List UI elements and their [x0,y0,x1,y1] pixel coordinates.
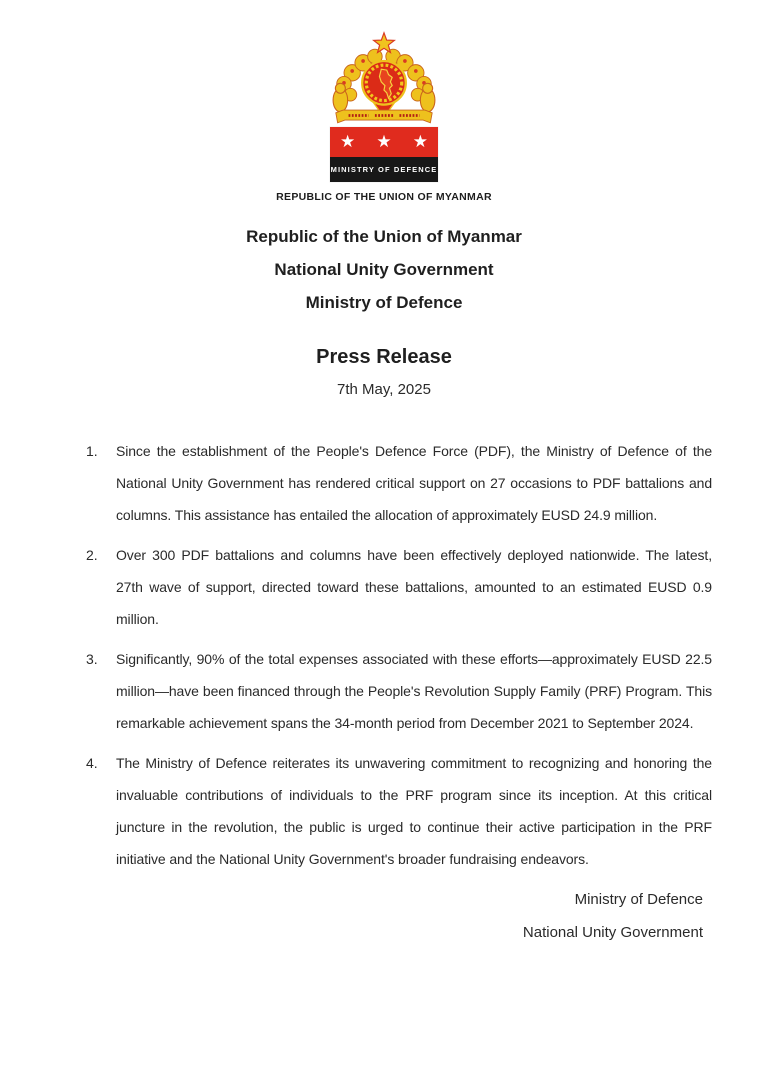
press-paragraph-4 [86,747,712,875]
flag-star-icon: ★ [340,131,356,151]
flag-label: MINISTRY OF DEFENCE [330,157,438,182]
paragraph-number: 2. [86,547,98,563]
emblem-block [0,0,768,203]
myanmar-state-seal-icon [315,31,453,131]
ministry-of-defence-flag [330,127,438,182]
paragraph-text: The Ministry of Defence reiterates its unwavering commitment to recognizing and honoring the invaluable contributions of individuals to the PRF program since its inception. At this critical juncture in the revolution, the public is urged to continue their active participation in the PRF initiative and the National Unity Government's broader fundraising endeavors. [116,755,712,867]
header-ministry: Ministry of Defence [305,293,463,312]
header-country: Republic of the Union of Myanmar [246,227,522,246]
signature-ministry: Ministry of Defence [574,891,703,908]
paragraph-number: 4. [86,755,98,771]
header-government: National Unity Government [274,260,494,279]
signature-block [0,883,703,949]
flag-red-band [330,127,438,157]
signature-government: National Unity Government [522,924,703,941]
document-date: 7th May, 2025 [337,381,431,398]
page-title: Press Release [316,346,452,368]
paragraph-text: Significantly, 90% of the total expenses associated with these efforts—approximately EUSD 22.5 million—have been financed through the People's Revolution Supply Family (PRF) Program. This remarkable achievement spans the 34-month period from December 2021 to September 2024. [116,651,712,731]
paragraph-number: 3. [86,651,98,667]
emblem-caption: REPUBLIC OF THE UNION OF MYANMAR [276,191,492,203]
paragraph-text: Since the establishment of the People's Defence Force (PDF), the Ministry of Defence of the National Unity Government has rendered critical support on 27 occasions to PDF battalions and columns. This assistance has entailed the allocation of approximately EUSD 24.9 million. [116,443,712,523]
paragraph-number: 1. [86,443,98,459]
press-release-body [86,435,712,875]
press-paragraph-1 [86,435,712,531]
document-header [0,220,768,319]
press-paragraph-3 [86,643,712,739]
flag-star-icon: ★ [376,131,392,151]
press-paragraph-2 [86,539,712,635]
flag-star-icon: ★ [412,131,428,151]
paragraph-text: Over 300 PDF battalions and columns have been effectively deployed nationwide. The latest, 27th wave of support, directed toward these battalions, amounted to an estimated EUSD 0.9 million. [116,547,712,627]
